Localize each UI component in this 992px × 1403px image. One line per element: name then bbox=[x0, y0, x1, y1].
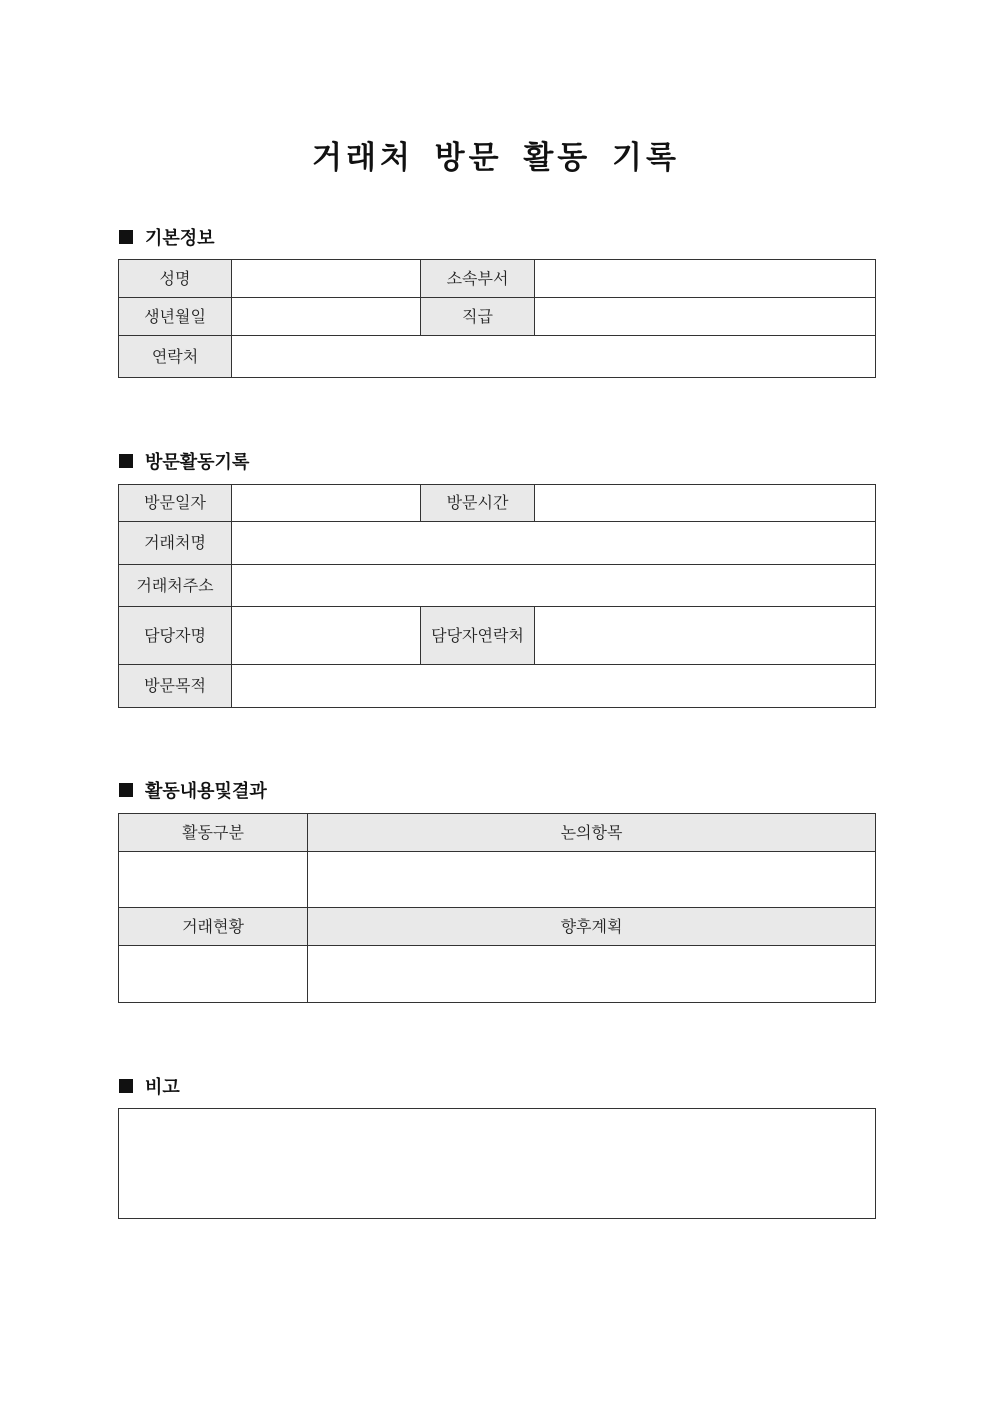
section-remarks-heading bbox=[119, 1073, 180, 1099]
section-basic-heading bbox=[119, 224, 215, 250]
label-name: 성명 bbox=[119, 260, 232, 298]
field-position[interactable] bbox=[535, 298, 876, 336]
label-client-address: 거래처주소 bbox=[119, 565, 232, 607]
field-discussion-items[interactable] bbox=[308, 852, 876, 908]
section-visit-heading bbox=[119, 448, 249, 474]
field-manager-name[interactable] bbox=[232, 607, 421, 665]
activity-result-table bbox=[118, 813, 876, 1003]
label-manager-name: 담당자명 bbox=[119, 607, 232, 665]
field-activity-type[interactable] bbox=[119, 852, 308, 908]
field-visit-time[interactable] bbox=[535, 485, 876, 522]
field-manager-contact[interactable] bbox=[535, 607, 876, 665]
label-visit-date: 방문일자 bbox=[119, 485, 232, 522]
field-remarks[interactable] bbox=[119, 1109, 876, 1219]
label-position: 직급 bbox=[421, 298, 535, 336]
basic-info-table bbox=[118, 259, 876, 378]
label-future-plan: 향후계획 bbox=[308, 908, 876, 946]
field-birthdate[interactable] bbox=[232, 298, 421, 336]
section-basic-heading-text: 기본정보 bbox=[145, 228, 215, 249]
field-contact[interactable] bbox=[232, 336, 876, 378]
label-contact: 연락처 bbox=[119, 336, 232, 378]
field-department[interactable] bbox=[535, 260, 876, 298]
label-client-name: 거래처명 bbox=[119, 522, 232, 565]
square-bullet-icon bbox=[119, 1079, 133, 1093]
field-visit-date[interactable] bbox=[232, 485, 421, 522]
label-birthdate: 생년월일 bbox=[119, 298, 232, 336]
remarks-table bbox=[118, 1108, 876, 1219]
page-title: 거래처 방문 활동 기록 bbox=[312, 140, 680, 176]
label-manager-contact: 담당자연락처 bbox=[421, 607, 535, 665]
field-transaction-status[interactable] bbox=[119, 946, 308, 1003]
section-visit-heading-text: 방문활동기록 bbox=[145, 452, 250, 473]
field-client-name[interactable] bbox=[232, 522, 876, 565]
label-discussion-items: 논의항목 bbox=[308, 814, 876, 852]
label-visit-purpose: 방문목적 bbox=[119, 665, 232, 708]
field-visit-purpose[interactable] bbox=[232, 665, 876, 708]
square-bullet-icon bbox=[119, 230, 133, 244]
field-client-address[interactable] bbox=[232, 565, 876, 607]
square-bullet-icon bbox=[119, 454, 133, 468]
square-bullet-icon bbox=[119, 783, 133, 797]
field-name[interactable] bbox=[232, 260, 421, 298]
section-activity-heading bbox=[119, 777, 267, 803]
label-activity-type: 활동구분 bbox=[119, 814, 308, 852]
section-remarks-heading-text: 비고 bbox=[145, 1077, 180, 1098]
section-activity-heading-text: 활동내용및결과 bbox=[145, 781, 267, 802]
label-visit-time: 방문시간 bbox=[421, 485, 535, 522]
field-future-plan[interactable] bbox=[308, 946, 876, 1003]
visit-record-table bbox=[118, 484, 876, 708]
label-transaction-status: 거래현황 bbox=[119, 908, 308, 946]
label-department: 소속부서 bbox=[421, 260, 535, 298]
